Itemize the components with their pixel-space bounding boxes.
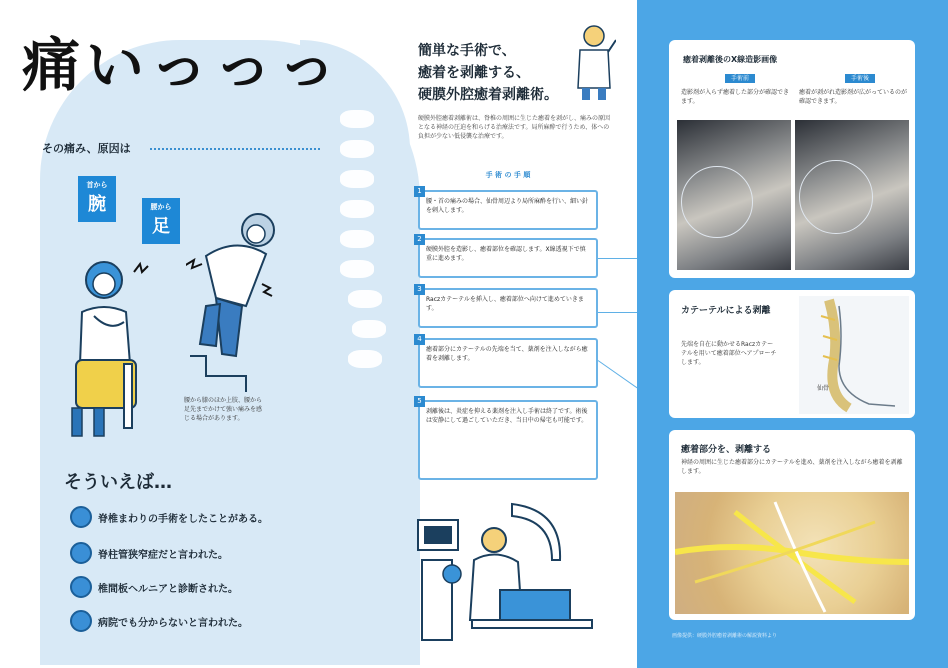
pain-caption: 腰から膝のほか上肢、腰から足先までかけて強い痛みを感じる場合があります。	[184, 397, 263, 422]
vertebra-shape	[340, 110, 374, 128]
xray-note-before: 造影剤が入らず癒着した部分が確認できます。	[681, 89, 790, 105]
vertebra-shape	[340, 260, 374, 278]
sacrum-label: 仙骨	[817, 385, 830, 392]
checklist-text: 椎間板ヘルニアと診断された。	[98, 583, 238, 595]
xray-image-before	[677, 120, 791, 270]
step-text: 腰・首の痛みの場合、仙骨周辺より局所麻酔を行い、細い針を刺入します。	[426, 198, 589, 214]
procedure-title-line: 簡単な手術で、	[418, 43, 516, 59]
step-number: 5	[414, 396, 425, 407]
checklist-text: 病院でも分からないと言われた。	[98, 617, 248, 629]
checklist-item	[70, 542, 228, 564]
step-text: 硬膜外腔を造影し、癒着部位を確認します。X線透視下で慎重に進めます。	[426, 246, 586, 262]
step-card	[417, 397, 598, 480]
xray-card	[669, 40, 915, 278]
step-number: 1	[414, 186, 425, 197]
dotted-divider	[150, 148, 320, 150]
checklist-item	[70, 610, 248, 632]
checklist-item	[70, 576, 238, 598]
catheter-text: 先端を自在に動かせるRaczカテーテルを用いて癒着部位へアプローチします。	[681, 341, 777, 366]
right-panel	[637, 0, 948, 668]
highlight-circle	[799, 160, 873, 234]
adhesion-title: 癒着部分を、剥離する	[681, 445, 772, 455]
tag-arm-big: 腕	[88, 194, 106, 215]
vertebra-shape	[340, 230, 374, 248]
catheter-title: カテーテルによる剥離	[681, 306, 771, 316]
avatar-icon	[70, 542, 92, 564]
doctor-illustration	[572, 22, 616, 102]
step-card	[417, 335, 598, 388]
step-text: 剥離後は、炎症を抑える薬剤を注入し手術は終了です。術後は安静にして過ごしていただき、当日中の帰宅も可能です。	[426, 408, 588, 424]
nerve-anatomy-illustration	[675, 492, 909, 614]
surgery-scene-illustration	[412, 500, 612, 650]
catheter-card	[669, 290, 915, 418]
vertebra-shape	[352, 320, 386, 338]
vertebra-shape	[340, 140, 374, 158]
vertebra-shape	[340, 170, 374, 188]
vertebra-shape	[348, 350, 382, 368]
steps-heading: 手 術 の 手 順	[485, 171, 531, 179]
tag-leg-small: 腰から	[150, 203, 172, 211]
step-card	[417, 285, 598, 328]
catheter-spine-diagram	[799, 296, 909, 414]
remember-heading: そういえば…	[64, 472, 172, 493]
man-leg-pain-illustration	[186, 206, 286, 396]
procedure-title-line: 硬膜外腔癒着剥離術。	[418, 87, 558, 103]
xray-card-title: 癒着剥離後のX線造影画像	[683, 55, 778, 64]
image-credit: 画像提供：硬膜外腔癒着剥離術の解説資料より	[672, 633, 778, 639]
step-number: 2	[414, 234, 425, 245]
checklist-text: 脊椎まわりの手術をしたことがある。	[98, 513, 268, 525]
step-text: Raczカテーテルを挿入し、癒着部位へ向けて進めていきます。	[426, 296, 584, 312]
step-card	[417, 235, 598, 278]
checklist-text: 脊柱管狭窄症だと言われた。	[98, 549, 228, 561]
procedure-intro: 硬膜外腔癒着剥離術は、脊椎の周囲に生じた癒着を剥がし、痛みの原因となる神経の圧迫を和らげる治療法です。局所麻酔で行うため、体への負担が少ない低侵襲な治療です。	[418, 115, 611, 140]
procedure-title	[418, 40, 558, 106]
step-number: 3	[414, 284, 425, 295]
avatar-icon	[70, 506, 92, 528]
highlight-circle	[681, 166, 753, 238]
page-title: 痛いっっっ	[22, 31, 343, 99]
adhesion-text: 神経の周囲に生じた癒着部分にカテーテルを進め、薬剤を注入しながら癒着を剥離します。	[681, 459, 903, 475]
woman-arm-pain-illustration	[64, 252, 154, 442]
avatar-icon	[70, 610, 92, 632]
step-number: 4	[414, 334, 425, 345]
step-card	[417, 187, 598, 230]
vertebra-shape	[348, 290, 382, 308]
chip-before: 手術前	[725, 74, 755, 83]
vertebra-shape	[340, 200, 374, 218]
checklist-item	[70, 506, 268, 528]
cause-subheading: その痛み、原因は	[42, 142, 131, 155]
adhesion-card	[669, 430, 915, 620]
avatar-icon	[70, 576, 92, 598]
step-text: 癒着部分にカテーテルの先端を当て、薬剤を注入しながら癒着を剥離します。	[426, 346, 588, 362]
tag-arm-small: 首から	[86, 181, 108, 189]
tag-arm	[78, 176, 116, 222]
procedure-title-line: 癒着を剥離する、	[418, 65, 530, 81]
tag-leg-big: 足	[152, 216, 170, 237]
xray-image-after	[795, 120, 909, 270]
tag-leg	[142, 198, 180, 244]
xray-note-after: 癒着が剥がれ造影剤が広がっているのが確認できます。	[799, 89, 908, 105]
chip-after: 手術後	[845, 74, 875, 83]
nerve-lines	[675, 492, 909, 614]
